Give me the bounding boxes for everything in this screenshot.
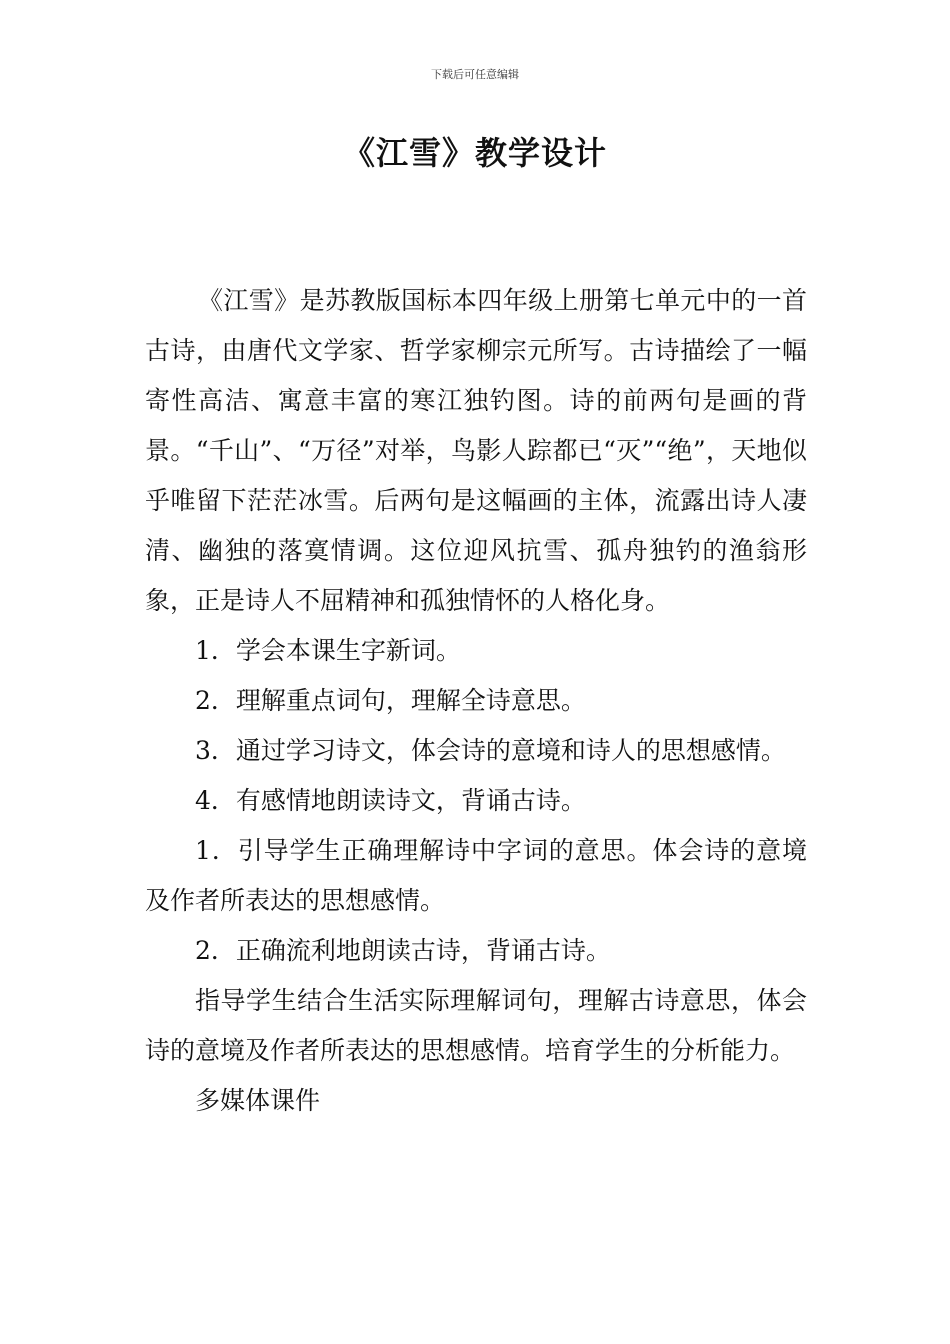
objective-item-4: 4．有感情地朗读诗文，背诵古诗。 <box>195 786 586 815</box>
difficulty-paragraph: 指导学生结合生活实际理解词句，理解古诗意思，体会诗的意境及作者所表达的思想感情。培育学生的分析能力。 <box>145 986 807 1065</box>
document-body <box>145 276 807 1126</box>
objective-item-3: 3．通过学习诗文，体会诗的意境和诗人的思想感情。 <box>195 736 786 765</box>
intro-paragraph: 《江雪》是苏教版国标本四年级上册第七单元中的一首古诗，由唐代文学家、哲学家柳宗元所写。古诗描绘了一幅寄性高洁、寓意丰富的寒江独钓图。诗的前两句是画的背景。“千山”、“万径”对举，鸟影人踪都已“灭”“绝”，天地似乎唯留下茫茫冰雪。后两句是这幅画的主体，流露出诗人凄清、幽独的落寞情调。这位迎风抗雪、孤舟独钓的渔翁形象，正是诗人不屈精神和孤独情怀的人格化身。 <box>145 286 807 615</box>
header-note: 下载后可任意编辑 <box>431 68 519 81</box>
objective-item-1: 1．学会本课生字新词。 <box>195 636 461 665</box>
objective-item-2: 2．理解重点词句，理解全诗意思。 <box>195 686 586 715</box>
key-point-item-2: 2．正确流利地朗读古诗，背诵古诗。 <box>195 936 611 965</box>
key-point-item-1: 1．引导学生正确理解诗中字词的意思。体会诗的意境及作者所表达的思想感情。 <box>145 836 807 915</box>
page-title: 《江雪》教学设计 <box>342 134 607 172</box>
media-paragraph: 多媒体课件 <box>195 1086 321 1115</box>
